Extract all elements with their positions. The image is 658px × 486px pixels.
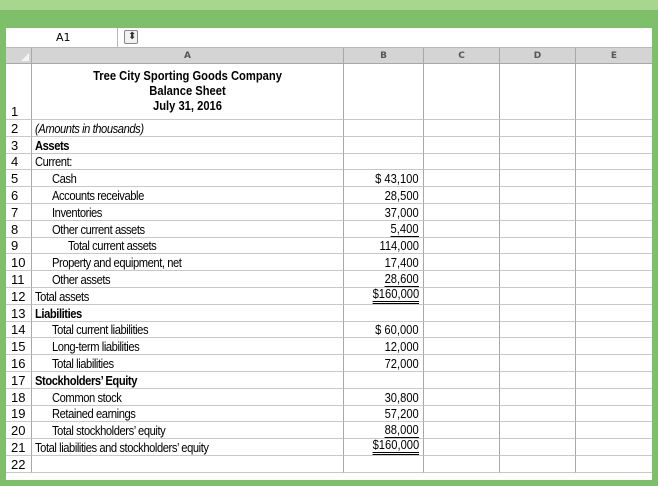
cell-b[interactable] — [344, 187, 424, 204]
amount-value: 72,000 — [384, 355, 419, 371]
cell-c[interactable] — [424, 456, 500, 473]
row-label: Retained earnings — [52, 406, 136, 422]
row-label: Property and equipment, net — [52, 255, 182, 271]
row-number[interactable]: 14 — [6, 322, 32, 339]
row-number[interactable]: 1 — [6, 64, 32, 120]
cell-d[interactable] — [500, 422, 576, 439]
cell-d[interactable] — [500, 154, 576, 171]
amount-value: $ 43,100 — [375, 171, 419, 187]
cell-c[interactable] — [424, 64, 500, 120]
amount-value: 28,600 — [384, 270, 419, 286]
cell-e[interactable] — [576, 422, 652, 439]
column-header-row — [6, 48, 652, 64]
cell-a[interactable] — [32, 254, 344, 271]
row-label: Total liabilities — [52, 355, 114, 371]
row-number[interactable]: 7 — [6, 204, 32, 221]
cell-b[interactable] — [344, 238, 424, 255]
cell-a[interactable] — [32, 221, 344, 238]
cell-b[interactable] — [344, 456, 424, 473]
cell-b[interactable] — [344, 64, 424, 120]
row-number[interactable]: 5 — [6, 170, 32, 187]
select-all-corner[interactable] — [6, 48, 32, 64]
cell-e[interactable] — [576, 338, 652, 355]
row-label: (Amounts in thousands) — [35, 120, 144, 136]
cell-d[interactable] — [500, 305, 576, 322]
amount-value: 28,500 — [384, 187, 419, 203]
amount-value: $160,000 — [372, 286, 419, 304]
cell-b[interactable] — [344, 254, 424, 271]
row-label: Accounts receivable — [52, 187, 144, 203]
row-number[interactable]: 2 — [6, 120, 32, 137]
cell-a[interactable] — [32, 456, 344, 473]
column-header-d[interactable]: D — [500, 48, 576, 64]
row-label: Inventories — [52, 204, 102, 220]
table-row — [6, 389, 652, 406]
cell-d[interactable] — [500, 355, 576, 372]
cell-e[interactable] — [576, 288, 652, 305]
row-label: Total current liabilities — [52, 322, 149, 338]
cell-d[interactable] — [500, 170, 576, 187]
cell-e[interactable] — [576, 439, 652, 456]
table-row — [6, 120, 652, 137]
statement-title: Balance Sheet — [149, 83, 226, 98]
cell-c[interactable] — [424, 204, 500, 221]
cell-e[interactable] — [576, 238, 652, 255]
cell-e[interactable] — [576, 389, 652, 406]
cell-c[interactable] — [424, 355, 500, 372]
cell-b[interactable] — [344, 154, 424, 171]
row-label: Common stock — [52, 389, 122, 405]
cell-a[interactable] — [32, 338, 344, 355]
row-number[interactable]: 21 — [6, 439, 32, 456]
cell-d[interactable] — [500, 120, 576, 137]
cell-b[interactable] — [344, 305, 424, 322]
cell-a[interactable] — [32, 288, 344, 305]
table-row — [6, 137, 652, 154]
row-number[interactable]: 19 — [6, 406, 32, 423]
cell-d[interactable] — [500, 204, 576, 221]
row-label: Total assets — [35, 288, 89, 304]
name-box-spinner-icon[interactable]: ⬍ — [124, 30, 138, 44]
cell-d[interactable] — [500, 187, 576, 204]
table-row — [6, 285, 652, 305]
cell-c[interactable] — [424, 288, 500, 305]
column-header-b[interactable]: B — [344, 48, 424, 64]
cell-d[interactable] — [500, 338, 576, 355]
cell-e[interactable] — [576, 322, 652, 339]
cell-e[interactable] — [576, 64, 652, 120]
cell-b[interactable] — [344, 322, 424, 339]
cell-e[interactable] — [576, 204, 652, 221]
table-row — [6, 372, 652, 389]
cell-e[interactable] — [576, 120, 652, 137]
cell-a[interactable] — [32, 204, 344, 221]
amount-value: 12,000 — [384, 339, 419, 355]
cell-c[interactable] — [424, 221, 500, 238]
row-label: Cash — [52, 171, 77, 187]
row-number[interactable]: 8 — [6, 221, 32, 238]
cell-a[interactable] — [32, 137, 344, 154]
cell-e[interactable] — [576, 187, 652, 204]
cell-b[interactable] — [344, 204, 424, 221]
row-label: Other assets — [52, 271, 111, 287]
row-label: Other current assets — [52, 221, 145, 237]
cell-a[interactable] — [32, 238, 344, 255]
table-row — [6, 406, 652, 423]
table-row — [6, 355, 652, 372]
row-number[interactable]: 3 — [6, 137, 32, 154]
cell-d[interactable] — [500, 271, 576, 288]
cell-d[interactable] — [500, 64, 576, 120]
cell-e[interactable] — [576, 221, 652, 238]
cell-c[interactable] — [424, 120, 500, 137]
cell-c[interactable] — [424, 322, 500, 339]
cell-b[interactable] — [344, 355, 424, 372]
cell-e[interactable] — [576, 254, 652, 271]
cell-a[interactable] — [32, 439, 344, 456]
table-row — [6, 154, 652, 171]
row-number[interactable]: 6 — [6, 187, 32, 204]
amount-value: 114,000 — [379, 238, 419, 254]
table-row — [6, 187, 652, 204]
amount-value: 5,400 — [391, 220, 419, 236]
cell-c[interactable] — [424, 406, 500, 423]
cell-e[interactable] — [576, 355, 652, 372]
cell-e[interactable] — [576, 372, 652, 389]
cell-d[interactable] — [500, 238, 576, 255]
cell-a[interactable] — [32, 271, 344, 288]
cell-e[interactable] — [576, 456, 652, 473]
cell-d[interactable] — [500, 137, 576, 154]
cell-a[interactable] — [32, 170, 344, 187]
cell-a[interactable] — [32, 372, 344, 389]
cell-c[interactable] — [424, 305, 500, 322]
cell-b[interactable] — [344, 372, 424, 389]
window-top-band — [0, 0, 658, 10]
cell-d[interactable] — [500, 288, 576, 305]
cell-d[interactable] — [500, 389, 576, 406]
statement-date: July 31, 2016 — [152, 98, 222, 113]
row-number[interactable]: 18 — [6, 389, 32, 406]
row-label: Current: — [35, 154, 72, 170]
cell-c[interactable] — [424, 238, 500, 255]
table-row — [6, 170, 652, 187]
company-name: Tree City Sporting Goods Company — [93, 68, 282, 83]
cell-e[interactable] — [576, 406, 652, 423]
formula-bar — [6, 28, 652, 48]
cell-b[interactable] — [344, 338, 424, 355]
cell-a[interactable] — [32, 322, 344, 339]
cell-a[interactable] — [32, 305, 344, 322]
row-number[interactable]: 12 — [6, 288, 32, 305]
cell-d[interactable] — [500, 322, 576, 339]
cell-b[interactable] — [344, 436, 424, 456]
column-header-a[interactable]: A — [32, 48, 344, 64]
cell-a[interactable] — [32, 389, 344, 406]
cell-b[interactable] — [344, 170, 424, 187]
cell-a[interactable] — [32, 120, 344, 137]
cell-b[interactable] — [344, 389, 424, 406]
row-label: Total stockholders’ equity — [52, 423, 166, 439]
row-label: Long-term liabilities — [52, 339, 140, 355]
cell-d[interactable] — [500, 439, 576, 456]
cell-d[interactable] — [500, 221, 576, 238]
cell-c[interactable] — [424, 338, 500, 355]
cell-c[interactable] — [424, 271, 500, 288]
cell-e[interactable] — [576, 154, 652, 171]
row-number[interactable]: 11 — [6, 271, 32, 288]
row-number[interactable]: 13 — [6, 305, 32, 322]
cell-a[interactable] — [32, 406, 344, 423]
cell-e[interactable] — [576, 170, 652, 187]
cell-d[interactable] — [500, 372, 576, 389]
row-number[interactable]: 9 — [6, 238, 32, 255]
amount-value: 17,400 — [384, 255, 419, 271]
table-row — [6, 436, 652, 456]
amount-value: $ 60,000 — [375, 322, 419, 338]
cell-a[interactable] — [32, 187, 344, 204]
table-row — [6, 422, 652, 439]
name-box[interactable] — [6, 28, 118, 47]
row-number[interactable]: 17 — [6, 372, 32, 389]
row-number[interactable]: 15 — [6, 338, 32, 355]
cell-b[interactable] — [344, 120, 424, 137]
cell-d[interactable] — [500, 254, 576, 271]
table-row — [6, 221, 652, 238]
row-number[interactable]: 22 — [6, 456, 32, 473]
row-number[interactable]: 10 — [6, 254, 32, 271]
cell-e[interactable] — [576, 271, 652, 288]
amount-value: 57,200 — [384, 406, 419, 422]
amount-value: $160,000 — [372, 437, 419, 455]
cell-c[interactable] — [424, 439, 500, 456]
amount-value: 37,000 — [384, 204, 419, 220]
cell-c[interactable] — [424, 372, 500, 389]
column-header-c[interactable]: C — [424, 48, 500, 64]
table-row — [6, 338, 652, 355]
row-number[interactable]: 16 — [6, 355, 32, 372]
cell-d[interactable] — [500, 406, 576, 423]
cell-e[interactable] — [576, 305, 652, 322]
cell-c[interactable] — [424, 137, 500, 154]
table-row — [6, 204, 652, 221]
row-label: Total liabilities and stockholders’ equity — [35, 439, 209, 455]
cell-a[interactable] — [32, 422, 344, 439]
table-row — [6, 254, 652, 271]
amount-value: 88,000 — [384, 422, 419, 438]
cell-c[interactable] — [424, 254, 500, 271]
cell-b[interactable] — [344, 285, 424, 305]
cell-b[interactable] — [344, 406, 424, 423]
cell-a[interactable] — [32, 355, 344, 372]
cell-e[interactable] — [576, 137, 652, 154]
cell-b[interactable] — [344, 221, 424, 238]
row-label: Assets — [35, 137, 70, 153]
table-row — [6, 271, 652, 288]
cell-a[interactable] — [32, 154, 344, 171]
cell-b[interactable] — [344, 137, 424, 154]
cell-c[interactable] — [424, 154, 500, 171]
table-row — [6, 238, 652, 255]
table-row — [6, 456, 652, 473]
row-number[interactable]: 4 — [6, 154, 32, 171]
row-label: Liabilities — [35, 305, 82, 321]
table-row — [6, 305, 652, 322]
table-row — [6, 64, 652, 120]
cell-c[interactable] — [424, 170, 500, 187]
cell-d[interactable] — [500, 456, 576, 473]
table-row — [6, 322, 652, 339]
row-label: Stockholders’ Equity — [35, 372, 137, 388]
row-number[interactable]: 20 — [6, 422, 32, 439]
amount-value: 30,800 — [384, 389, 419, 405]
name-box-value: A1 — [56, 31, 71, 44]
column-header-e[interactable]: E — [576, 48, 652, 64]
row-label: Total current assets — [68, 238, 157, 254]
cell-c[interactable] — [424, 389, 500, 406]
cell-c[interactable] — [424, 187, 500, 204]
cell-a1[interactable] — [32, 64, 344, 120]
cell-c[interactable] — [424, 422, 500, 439]
